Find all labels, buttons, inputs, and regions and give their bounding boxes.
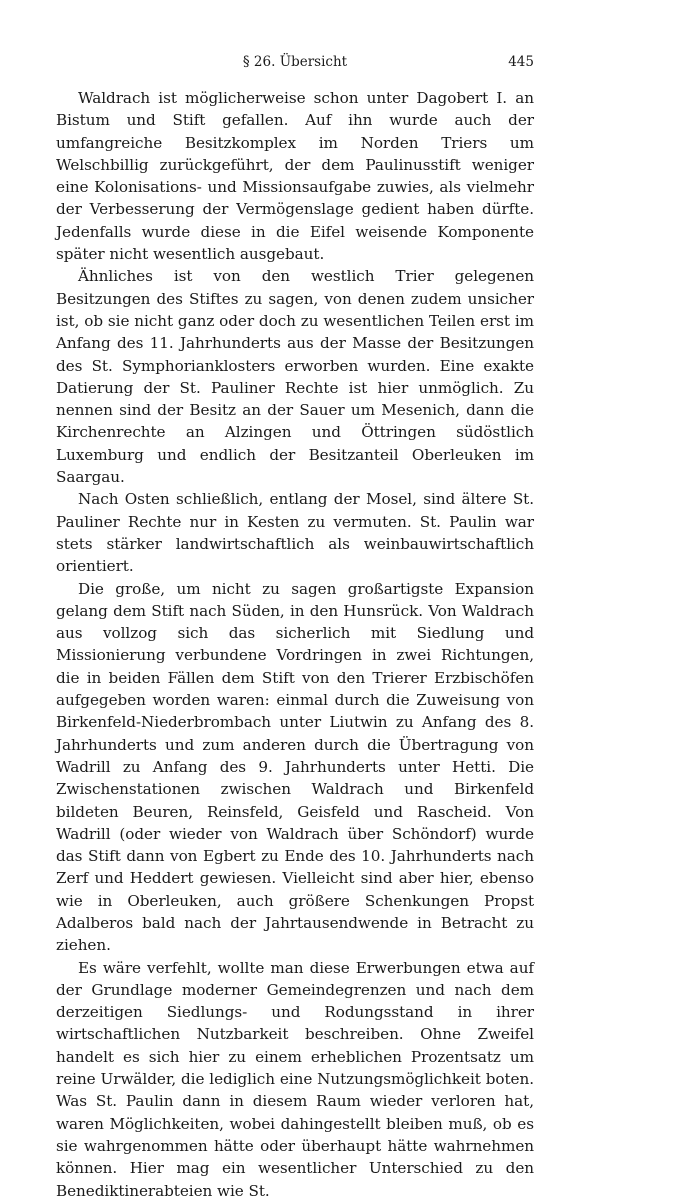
paragraph: Es wäre verfehlt, wollte man diese Erwerbungen etwa auf der Grundlage moderner Gemeindegrenzen und nach dem derzeitigen Siedlungs- und Rodungsstand in ihrer wirtschaftlichen Nutzbarkeit beschreiben. Ohne Zweifel handelt es sich hier zu einem erheblichen Prozentsatz um reine Urwälder, die lediglich eine Nutzungsmöglichkeit boten. Was St. Paulin dann in diesem Raum wieder verloren hat, waren Möglichkeiten, wobei dahingestellt bleiben muß, ob es sie wahrgenommen hätte oder überhaupt hätte wahrnehmen können. Hier mag ein wesentlicher Unterschied zu den Benediktinerabteien wie St.	[56, 958, 534, 1200]
paragraph: Ähnliches ist von den westlich Trier gelegenen Besitzungen des Stiftes zu sagen, von denen zudem unsicher ist, ob sie nicht ganz oder doch zu wesentlichen Teilen erst im Anfang des 11. Jahrhunderts aus der Masse der Besitzungen des St. Symphorianklosters erworben wurden. Eine exakte Datierung der St. Pauliner Rechte ist hier unmöglich. Zu nennen sind der Besitz an der Sauer um Mesenich, dann die Kirchenrechte an Alzingen und Öttringen südöstlich Luxemburg und endlich der Besitzanteil Oberleuken im Saargau.	[56, 267, 534, 487]
paragraph: Nach Osten schließlich, entlang der Mosel, sind ältere St. Pauliner Rechte nur in Kesten zu vermuten. St. Paulin war stets stärker landwirtschaftlich als weinbauwirtschaftlich orientiert.	[56, 490, 534, 576]
section-title: § 26. Übersicht	[242, 54, 348, 70]
running-head	[56, 52, 534, 72]
paragraph: Die große, um nicht zu sagen großartigste Expansion gelang dem Stift nach Süden, in den Hunsrück. Von Waldrach aus vollzog sich das sicherlich mit Siedlung und Missionierung verbundene Vordringen in zwei Richtungen, die in beiden Fällen dem Stift von den Trierer Erzbischöfen aufgegeben worden waren: einmal durch die Zuweisung von Birkenfeld-Niederbrombach unter Liutwin zu Anfang des 8. Jahrhunderts und zum anderen durch die Übertragung von Wadrill zu Anfang des 9. Jahrhunderts unter Hetti. Die Zwischenstationen zwischen Waldrach und Birkenfeld bildeten Beuren, Reinsfeld, Geisfeld und Rascheid. Von Wadrill (oder wieder von Waldrach über Schöndorf) wurde das Stift dann von Egbert zu Ende des 10. Jahrhunderts nach Zerf und Heddert gewiesen. Vielleicht sind aber hier, ebenso wie in Oberleuken, auch größere Schenkungen Propst Adalberos bald nach der Jahrtausendwende in Betracht zu ziehen.	[56, 579, 534, 955]
page-number: 445	[508, 54, 534, 70]
paragraph: Waldrach ist möglicherweise schon unter Dagobert I. an Bistum und Stift gefallen. Auf ihn wurde auch der umfangreiche Besitzkomplex im Norden Triers um Welschbillig zurückgeführt, der dem Paulinusstift weniger eine Kolonisations- und Missionsaufgabe zuwies, als vielmehr der Verbesserung der Vermögenslage gedient haben dürfte. Jedenfalls wurde diese in die Eifel weisende Komponente später nicht wesentlich ausgebaut.	[56, 89, 534, 264]
body-text	[56, 87, 534, 1202]
